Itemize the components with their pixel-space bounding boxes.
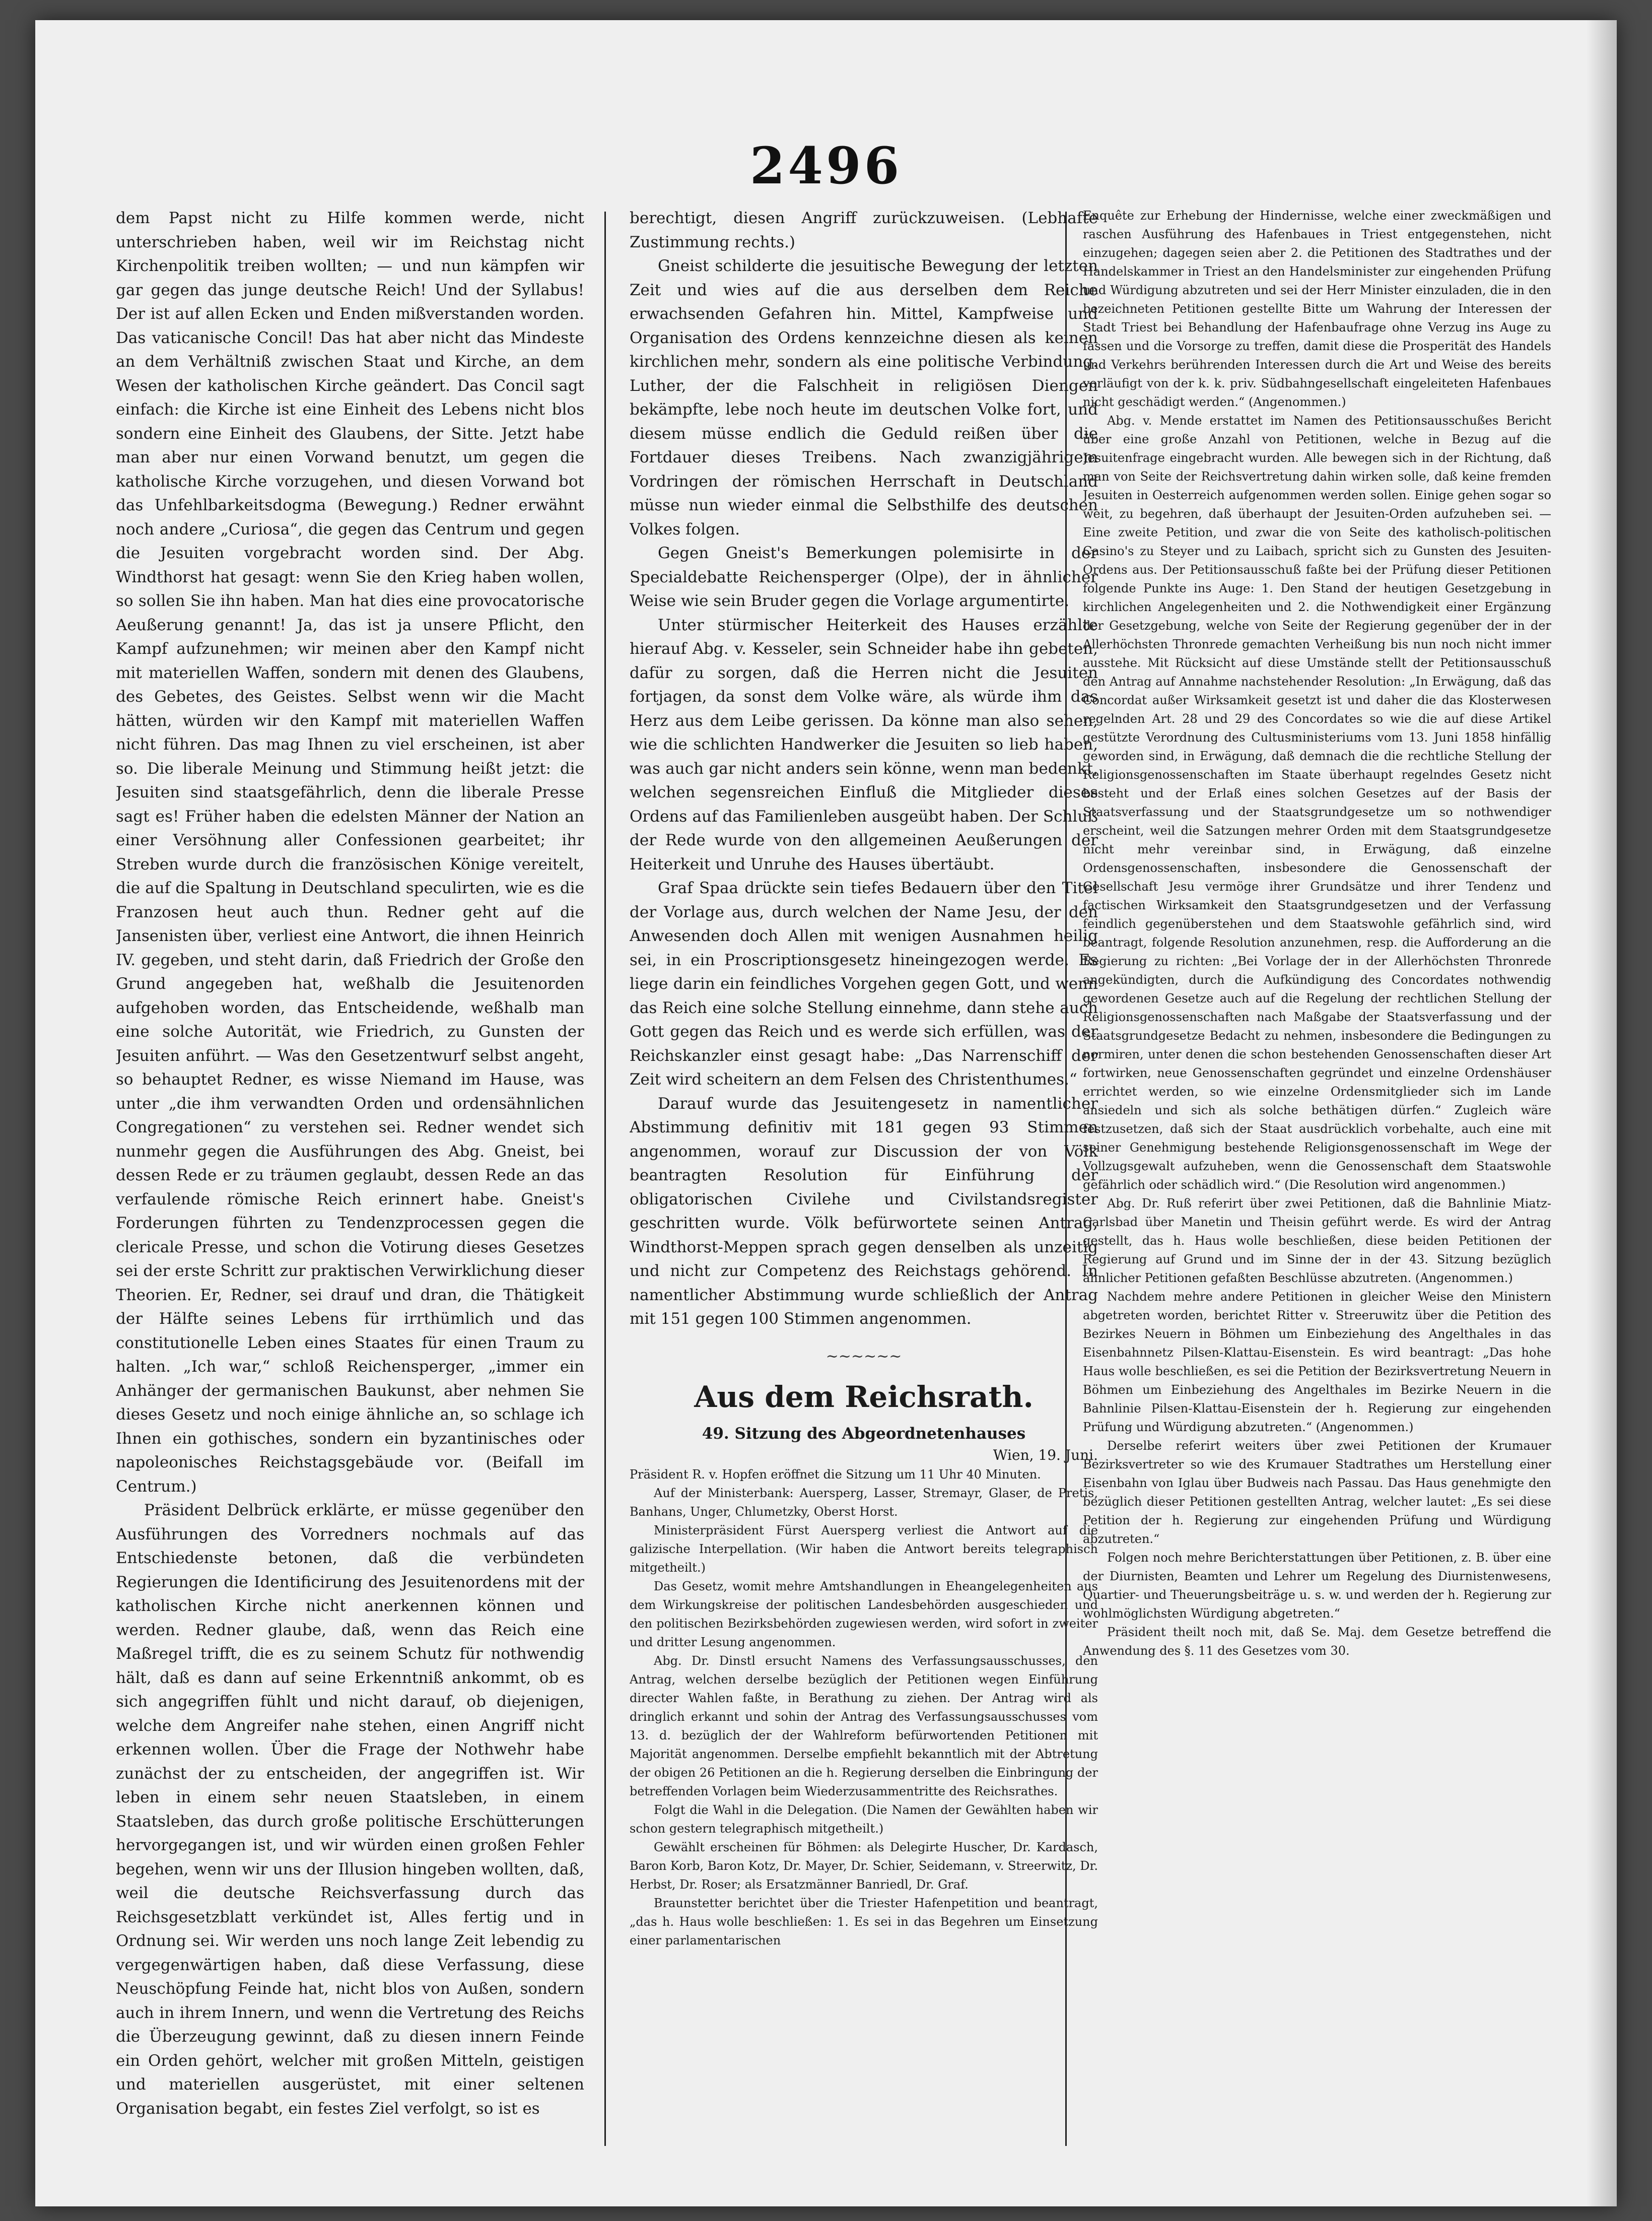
paragraph: Gegen Gneist's Bemerkungen polemisirte in der Specialdebatte Reichensperger (Olpe), der in ähnlicher Weise wie sein Bruder gegen die Vorlage argumentirte. bbox=[630, 544, 1098, 610]
column-2 bbox=[630, 207, 1098, 2146]
page-edge-shadow bbox=[1587, 20, 1617, 2206]
column-3 bbox=[1083, 207, 1551, 2146]
paragraph: Präsident R. v. Hopfen eröffnet die Sitzung um 11 Uhr 40 Minuten. bbox=[630, 1467, 1041, 1482]
paragraph: berechtigt, diesen Angriff zurückzuweisen. (Lebhafte Zustimmung rechts.) bbox=[630, 209, 1098, 251]
paragraph: Graf Spaa drückte sein tiefes Bedauern über den Titel der Vorlage aus, durch welchen der Name Jesu, der den Anwesenden doch Allen mit wenigen Ausnahmen heilig sei, in ein Proscriptionsgesetz hineingezogen werde. Es liege darin ein feindliches Vorgehen gegen Gott, und wenn das Reich eine solche Stellung einnehme, dann stehe auch Gott gegen das Reich und es werde sich erfüllen, was der Reichskanzler einst gesagt habe: „Das Narrenschiff der Zeit wird scheitern an dem Felsen des Christenthumes.“ bbox=[630, 879, 1098, 1089]
paragraph: dem Papst nicht zu Hilfe kommen werde, nicht unterschrieben haben, weil wir im Reichstag nicht Kirchenpolitik treiben wollten; — und nun kämpfen wir gar gegen das junge deutsche Reich! Und der Syllabus! Der ist auf allen Ecken und Enden mißverstanden worden. Das vaticanische Concil! Das hat aber nicht das Mindeste an dem Verhältniß zwischen Staat und Kirche, an dem Wesen der katholischen Kirche geändert. Das Concil sagt einfach: die Kirche ist eine Einheit des Lebens nicht blos sondern eine Einheit des Glaubens, der Sitte. Jetzt habe man aber nur einen Vorwand benutzt, um gegen die katholische Kirche vorzugehen, und diesen Vorwand bot das Unfehlbarkeitsdogma (Bewegung.) Redner erwähnt noch andere „Curiosa“, die gegen das Centrum und gegen die Jesuiten vorgebracht worden sind. Der Abg. Windthorst hat gesagt: wenn Sie den Krieg haben wollen, so sollen Sie ihn haben. Man hat dies eine provocatorische Aeußerung genannt! Ja, das ist ja unsere Pflicht, den Kampf aufzunehmen; wir meinen aber den Kampf nicht mit materiellen Waffen, sondern mit denen des Glaubens, des Gebetes, des Geistes. Selbst wenn wir die Macht hätten, würden wir den Kampf mit materiellen Waffen nicht führen. Das mag Ihnen zu viel erscheinen, ist aber so. Die liberale Meinung und Stimmung heißt jetzt: die Jesuiten sind staatsgefährlich, denn die liberale Presse sagt es! Früher haben die edelsten Männer der Nation an einer Versöhnung aller Confessionen gearbeitet; ihr Streben wurde durch die französischen Könige vereitelt, die auf die Spaltung in Deutschland speculirten, wie es die Franzosen heut auch thun. Redner geht auf die Jansenisten über, verliest eine Antwort, die ihnen Heinrich IV. gegeben, und steht darin, daß Friedrich der Große den Grund angegeben hat, weßhalb die Jesuitenorden aufgehoben worden, das Entscheidende, weßhalb man eine solche Autorität, wie Friedrich, zu Gunsten der Jesuiten anführt. — Was den Gesetzentwurf selbst angeht, so behauptet Redner, es wisse Niemand im Hause, was unter „die ihm verwandten Orden und ordensähnlichen Congregationen“ zu verstehen sei. Redner wendet sich nunmehr gegen die Ausführungen des Abg. Gneist, bei dessen Rede er zu träumen geglaubt, dessen Rede an das verfaulende römische Reich erinnert habe. Gneist's Forderungen führten zu Tendenzprocessen gegen die clericale Presse, und schon die Votirung dieses Gesetzes sei der erste Schritt zur praktischen Verwirklichung dieser Theorien. Er, Redner, sei drauf und dran, die Thätigkeit der Hälfte seines Lebens für irrthümlich und das constitutionelle Leben eines Staates für einen Traum zu halten. „Ich war,“ schloß Reichensperger, „immer ein Anhänger der germanischen Baukunst, aber nehmen Sie dieses Gesetz und noch einige ähnliche an, so schlage ich Ihnen ein gothisches, sondern ein byzantinisches oder napoleonisches Reichstagsgebäude vor. (Beifall im Centrum.) bbox=[116, 209, 584, 1496]
session-report bbox=[630, 1465, 1098, 1950]
paragraph: Gneist schilderte die jesuitische Bewegung der letzten Zeit und wies auf die aus derselben dem Reiche erwachsenden Gefahren hin. Mittel, Kampfweise und Organisation des Ordens kennzeichne diesen als keinen kirchlichen mehr, sondern als eine politische Verbindung. Luther, der die Falschheit in religiösen Diengen bekämpfte, lebe noch heute im deutschen Volke fort, und diesem müsse endlich die Geduld reißen über die Fortdauer dieses Treibens. Nach zwanzigjährigem Vordringen der römischen Herrschaft in Deutschland müsse nun wieder einmal die Selbsthilfe des deutschen Volkes folgen. bbox=[630, 257, 1098, 539]
paragraph: Präsident Delbrück erklärte, er müsse gegenüber den Ausführungen des Vorredners nochmals auf das Entschiedenste betonen, daß die verbündeten Regierungen die Identificirung des Jesuitenordens mit der katholischen Kirche nicht anerkennen können und werden. Redner glaube, daß, wenn das Reich eine Maßregel trifft, die es zu seinem Schutz für nothwendig hält, daß es dann auf seine Erkenntniß ankommt, ob es sich angegriffen fühlt und nicht darauf, ob diejenigen, welche dem Angreifer nahe stehen, einen Angriff nicht erkennen wollen. Über die Frage der Nothwehr habe zunächst der zu entscheiden, der angegriffen ist. Wir leben in einem sehr neuen Staatsleben, in einem Staatsleben, das durch große politische Erschütterungen hervorgegangen ist, und wir würden einen großen Fehler begehen, wenn wir uns der Illusion hingeben wollten, daß, weil die deutsche Reichsverfassung durch das Reichsgesetzblatt verkündet ist, Alles fertig und in Ordnung sei. Wir werden uns noch lange Zeit lebendig zu vergegenwärtigen haben, daß diese Verfassung, diese Neuschöpfung Feinde hat, nicht blos von Außen, sondern auch in ihrem Innern, und wenn die Vertretung des Reichs die Überzeugung gewinnt, daß zu diesen innern Feinde ein Orden gehört, welcher mit großen Mitteln, geistigen und materiellen ausgerüstet, mit einer seltenen Organisation begabt, ein festes Ziel verfolgt, so ist es bbox=[116, 1501, 584, 2118]
paragraph: Präsident theilt noch mit, daß Se. Maj. dem Gesetze betreffend die Anwendung des §. 11 des Gesetzes vom 30. bbox=[1083, 1625, 1551, 1658]
paragraph: Abg. v. Mende erstattet im Namen des Petitionsausschußes Bericht über eine große Anzahl von Petitionen, welche in Bezug auf die Jesuitenfrage eingebracht wurden. Alle bewegen sich in der Richtung, daß man von Seite der Reichsvertretung dahin wirken solle, daß keine fremden Jesuiten in Oesterreich aufgenommen werden sollen. Einige gehen sogar so weit, zu begehren, daß überhaupt der Jesuiten-Orden aufzuheben sei. — Eine zweite Petition, und zwar die von Seite des katholisch-politischen Casino's zu Steyer und zu Laibach, spricht sich zu Gunsten des Jesuiten-Ordens aus. Der Petitionsausschuß faßte bei der Prüfung dieser Petitionen folgende Punkte ins Auge: 1. Den Stand der heutigen Gesetzgebung in kirchlichen Angelegenheiten und 2. die Nothwendigkeit einer Ergänzung der Gesetzgebung, welche von Seite der Regierung gegenüber der in der Allerhöchsten Thronrede gemachten Verheißung bis nun noch nicht immer ausstehe. Mit Rücksicht auf diese Umstände stellt der Petitionsausschuß den Antrag auf Annahme nachstehender Resolution: „In Erwägung, daß das Concordat außer Wirksamkeit gesetzt ist und daher die das Klosterwesen regelnden Art. 28 und 29 des Concordates so wie die auf diese Artikel gestützte Verordnung des Cultusministeriums vom 13. Juni 1858 hinfällig geworden sind, in Erwägung, daß demnach die die rechtliche Stellung der Religionsgenossenschaften im Staate überhaupt regelndes Gesetz nicht besteht und der Erlaß eines solchen Gesetzes auf der Basis der Staatsverfassung und der Staatsgrundgesetze um so nothwendiger erscheint, weil die Satzungen mehrer Orden mit dem Staatsgrundgesetze nicht mehr vereinbar sind, in Erwägung, daß einzelne Ordensgenossenschaften, insbesondere die Genossenschaft der Gesellschaft Jesu vermöge ihrer Grundsätze und ihrer Tendenz und factischen Wirksamkeit den Staatsgrundgesetzen und der Verfassung feindlich gegenüberstehen und dem Staatswohle gefährlich sind, wird beantragt, folgende Resolution anzunehmen, resp. die Aufforderung an die Regierung zu richten: „Bei Vorlage der in der Allerhöchsten Thronrede angekündigten, durch die Aufkündigung des Concordates nothwendig gewordenen Gesetze auch auf die Regelung der rechtlichen Stellung der Religionsgenossenschaften nach Maßgabe der Staatsverfassung und der Staatsgrundgesetze Bedacht zu nehmen, insbesondere die Bedingungen zu normiren, unter denen die schon bestehenden Genossenschaften dieser Art fortwirken, neue Genossenschaften gegründet und einzelne Ordenshäuser errichtet werden, so wie einzelne Ordensmitglieder sich im Lande ansiedeln und sich als solche bethätigen dürfen.“ Zugleich wäre festzusetzen, daß sich der Staat ausdrücklich vorbehalte, auch eine mit seiner Genehmigung bestehende Religionsgenossenschaft im Wege der Vollzugsgewalt aufzuheben, wenn die Genossenschaft dem Staatswohle gefährlich oder schädlich wird.“ (Die Resolution wird angenommen.) bbox=[1083, 414, 1551, 1192]
column-1 bbox=[116, 207, 584, 2146]
paragraph: Unter stürmischer Heiterkeit des Hauses erzählte hierauf Abg. v. Kesseler, sein Schneider habe ihn gebeten, dafür zu sorgen, daß die Herren nicht die Jesuiten fortjagen, da sonst dem Volke wäre, als würde ihm das Herz aus dem Leibe gerissen. Da könne man also sehen, wie die schlichten Handwerker die Jesuiten so lieb haben, was auch gar nicht anders sein könne, wenn man bedenkt, welchen segensreichen Einfluß die Mitglieder dieses Ordens auf das Familienleben ausgeübt haben. Der Schluß der Rede wurde von den allgemeinen Aeußerungen der Heiterkeit und Unruhe des Hauses übertäubt. bbox=[630, 616, 1098, 873]
column-rule bbox=[604, 212, 606, 2146]
paragraph: Derselbe referirt weiters über zwei Petitionen der Krumauer Bezirksvertreter so wie des Krumauer Stadtrathes um Herstellung einer Eisenbahn von Iglau über Budweis nach Passau. Das Haus genehmigte den bezüglich dieser Petitionen gestellten Antrag, welcher lautet: „Es sei diese Petition der h. Regierung zur eingehenden Prüfung und Würdigung abzutreten.“ bbox=[1083, 1439, 1551, 1546]
paragraph: Darauf wurde das Jesuitengesetz in namentlicher Abstimmung definitiv mit 181 gegen 93 Stimmen angenommen, worauf zur Discussion der von Völk beantragten Resolution für Einführung der obligatorischen Civilehe und Civilstandsregister geschritten wurde. Völk befürwortete seinen Antrag, Windthorst-Meppen sprach gegen denselben als unzeitig und nicht zur Competenz des Reichstags gehörend. In namentlicher Abstimmung wurde schließlich der Antrag mit 151 gegen 100 Stimmen angenommen. bbox=[630, 1094, 1098, 1328]
paragraph: Gewählt erscheinen für Böhmen: als Delegirte Huscher, Dr. Kardasch, Baron Korb, Baron Kotz, Dr. Mayer, Dr. Schier, Seidemann, v. Streerwitz, Dr. Herbst, Dr. Roser; als Ersatzmänner Banriedl, Dr. Graf. bbox=[630, 1840, 1098, 1892]
paragraph: Braunstetter berichtet über die Triester Hafenpetition und beantragt, „das h. Haus wolle beschließen: 1. Es sei in das Begehren um Einsetzung einer parlamentarischen bbox=[630, 1896, 1098, 1947]
paragraph: Enquête zur Erhebung der Hindernisse, welche einer zweckmäßigen und raschen Ausführung des Hafenbaues in Triest entgegenstehen, nicht einzugehen; dagegen seien aber 2. die Petitionen des Stadtrathes und der Handelskammer in Triest an den Handelsminister zur eingehenden Prüfung und Würdigung abzutreten und sei der Herr Minister einzuladen, die in den bezeichneten Petitionen gestellte Bitte um Wahrung der Interessen der Stadt Triest bei Behandlung der Hafenbaufrage ohne Verzug ins Auge zu fassen und die Vorsorge zu treffen, damit diese die Prosperität des Handels und Verkehrs berührenden Interessen durch die Art und Weise des bereits vorläufigt von der k. k. priv. Südbahngesellschaft eingeleiteten Hafenbaues nicht geschädigt werden.“ (Angenommen.) bbox=[1083, 209, 1551, 409]
paragraph: Abg. Dr. Dinstl ersucht Namens des Verfassungsausschusses, den Antrag, welchen derselbe bezüglich der Petitionen wegen Einführung directer Wahlen faßte, in Berathung zu ziehen. Der Antrag wird als dringlich erkannt und sohin der Antrag des Verfassungsausschusses vom 13. d. bezüglich der der Wahlreform befürwortenden Petitionen mit Majorität angenommen. Derselbe empfiehlt bekanntlich mit der Abtretung der obigen 26 Petitionen an die h. Regierung derselben die Einbringung der betreffenden Vorlagen beim Wiederzusammentritte des Reichsrathes. bbox=[630, 1653, 1098, 1798]
section-title: Aus dem Reichsrath. bbox=[694, 1379, 1034, 1414]
paragraph: Folgt die Wahl in die Delegation. (Die Namen der Gewählten haben wir schon gestern telegraphisch mitgetheilt.) bbox=[630, 1802, 1098, 1836]
page-number: 2496 bbox=[749, 136, 903, 195]
dateline: Wien, 19. Juni. bbox=[993, 1446, 1098, 1463]
newspaper-page bbox=[35, 20, 1617, 2206]
session-title: 49. Sitzung des Abgeordnetenhauses bbox=[702, 1424, 1026, 1443]
paragraph: Nachdem mehre andere Petitionen in gleicher Weise den Ministern abgetreten worden, berichtet Ritter v. Streeruwitz über die Petition des Bezirkes Neuern in Böhmen um Einbeziehung des Angelthales in das Eisenbahnnetz Pilsen-Klattau-Eisenstein. Es wird beantragt: „Das hohe Haus wolle beschließen, es sei die Petition der Bezirksvertretung Neuern in Böhmen um Einbeziehung des Angelthales im Bezirke Neuern in die Bahnlinie Pilsen-Klattau-Eisenstein der h. Regierung zur eingehenden Prüfung und Würdigung abzutreten.“ (Angenommen.) bbox=[1083, 1290, 1551, 1434]
paragraph: Folgen noch mehre Berichterstattungen über Petitionen, z. B. über eine der Diurnisten, Beamten und Lehrer um Regelung des Diurnistenwesens, Quartier- und Theuerungsbeiträge u. s. w. und werden der h. Regierung zur wohlmöglichsten Würdigung abgetreten.“ bbox=[1083, 1551, 1551, 1621]
paragraph: Auf der Ministerbank: Auersperg, Lasser, Stremayr, Glaser, de Pretis, Banhans, Unger, Chlumetzky, Oberst Horst. bbox=[630, 1486, 1098, 1519]
section-ornament: ~~~~~~ bbox=[825, 1347, 902, 1365]
paragraph: Abg. Dr. Ruß referirt über zwei Petitionen, daß die Bahnlinie Miatz-Carlsbad über Manetin und Theisin geführt werde. Es wird der Antrag gestellt, das h. Haus wolle beschließen, diese beiden Petitionen der Regierung auf Grund und im Sinne der in der 43. Sitzung bezüglich ähnlicher Petitionen gefaßten Beschlüsse abzutreten. (Angenommen.) bbox=[1083, 1196, 1551, 1285]
paragraph: Das Gesetz, womit mehre Amtshandlungen in Eheangelegenheiten aus dem Wirkungskreise der politischen Landesbehörden ausgeschieden und den politischen Bezirksbehörden zugewiesen werden, wird sofort in zweiter und dritter Lesung angenommen. bbox=[630, 1579, 1098, 1649]
paragraph: Ministerpräsident Fürst Auersperg verliest die Antwort auf die galizische Interpellation. (Wir haben die Antwort bereits telegraphisch mitgetheilt.) bbox=[630, 1523, 1098, 1575]
